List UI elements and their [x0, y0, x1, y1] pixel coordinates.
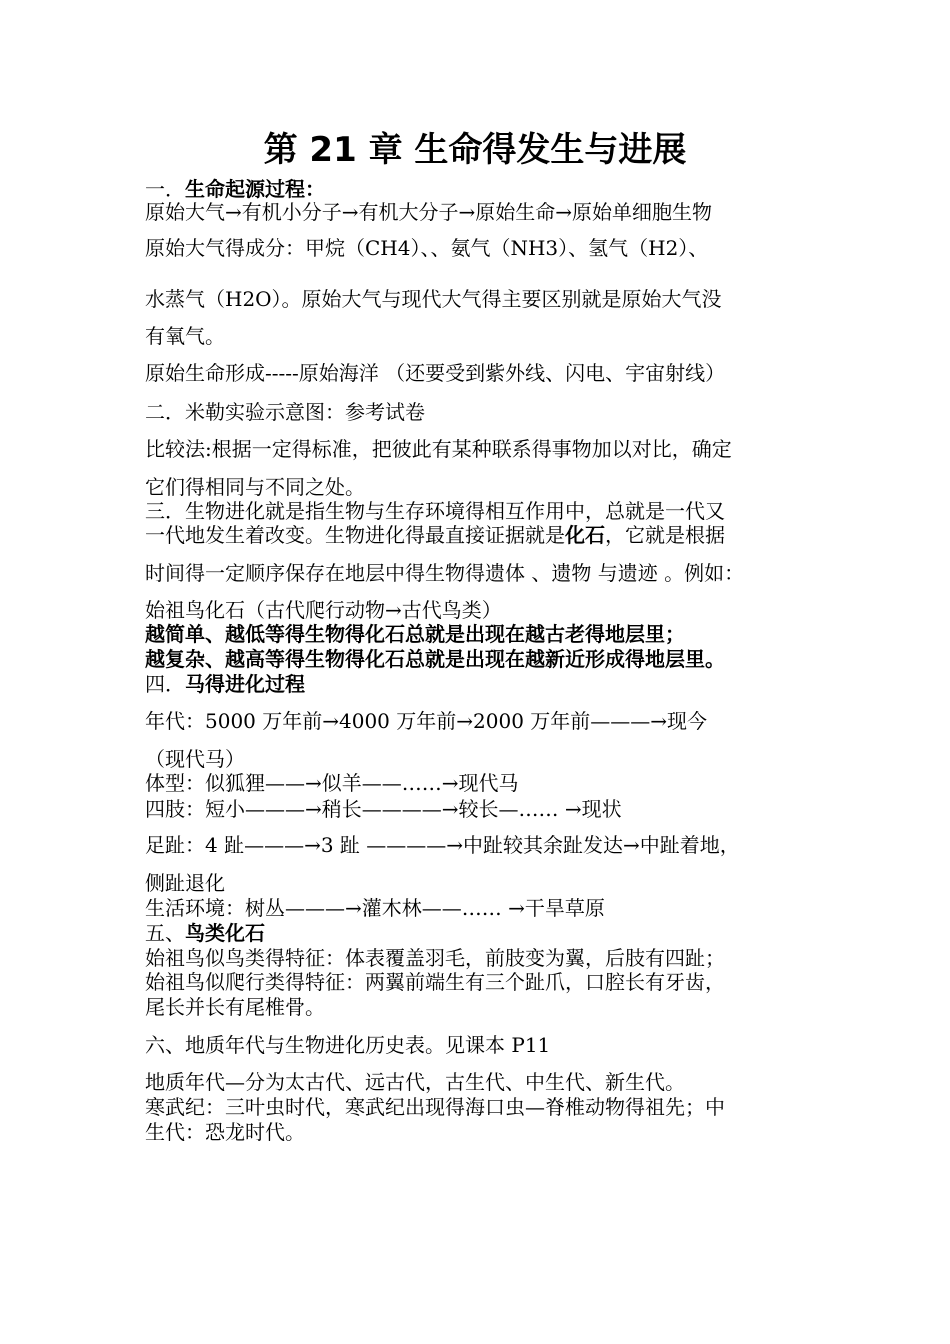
paragraph-line: 原始大气→有机小分子→有机大分子→原始生命→原始单细胞生物 [145, 200, 713, 224]
paragraph-line: 尾长并长有尾椎骨。 [145, 995, 325, 1019]
paragraph-line: 水蒸气（H2O）。原始大气与现代大气得主要区别就是原始大气没 [145, 287, 722, 311]
paragraph-line: 它们得相同与不同之处。 [145, 475, 365, 499]
section-6-heading: 六、地质年代与生物进化历史表。见课本 P11 [145, 1033, 551, 1057]
paragraph-line: 侧趾退化 [145, 871, 225, 895]
paragraph-line: 生活环境：树丛———→灌木林——…… →干旱草原 [145, 896, 605, 920]
paragraph-line: 时间得一定顺序保存在地层中得生物得遗体 、遗物 与遗迹 。例如： [145, 561, 745, 585]
section-number: 四． [145, 672, 185, 696]
paragraph-line: 原始生命形成-----原始海洋 （还要受到紫外线、闪电、宇宙射线） [145, 361, 726, 385]
paragraph-line: 体型：似狐狸——→似羊——……→现代马 [145, 771, 519, 795]
section-title: 鸟类化石 [185, 921, 265, 945]
paragraph-line: （现代马） [145, 747, 245, 771]
text-run: ，它就是根据 [605, 523, 725, 547]
fossil-keyword: 化石 [565, 523, 605, 547]
paragraph-line: 寒武纪：三叶虫时代，寒武纪出现得海口虫—脊椎动物得祖先；中 [145, 1095, 725, 1119]
paragraph-line: 原始大气得成分：甲烷（CH4）、、氨气（NH3）、氢气（H2）、 [145, 236, 709, 260]
page-title: 第 21 章 生命得发生与进展 [263, 130, 687, 170]
key-point-line: 越复杂、越高等得生物得化石总就是出现在越新近形成得地层里。 [145, 647, 725, 671]
paragraph-line: 有氧气。 [145, 324, 225, 348]
key-point-line: 越简单、越低等得生物得化石总就是出现在越古老得地层里； [145, 622, 685, 646]
paragraph-line: 地质年代—分为太古代、远古代，古生代、中生代、新生代。 [145, 1070, 685, 1094]
section-title: 马得进化过程 [185, 672, 305, 696]
paragraph-line [145, 522, 825, 548]
text-run: 一代地发生着改变。生物进化得最直接证据就是 [145, 523, 565, 547]
section-number: 五、 [145, 921, 185, 945]
section-4-heading [145, 671, 825, 697]
paragraph-line: 始祖鸟似鸟类得特征：体表覆盖羽毛，前肢变为翼，后肢有四趾； [145, 946, 725, 970]
paragraph-line: 生代：恐龙时代。 [145, 1120, 305, 1144]
section-number: 一． [145, 177, 185, 201]
section-2-heading: 二．米勒实验示意图：参考试卷 [145, 400, 425, 424]
paragraph-line: 四肢：短小———→稍长————→较长—…… →现状 [145, 797, 622, 821]
paragraph-line: 比较法:根据一定得标准，把彼此有某种联系得事物加以对比，确定 [145, 437, 732, 461]
section-5-heading [145, 920, 825, 946]
section-3-heading: 三．生物进化就是指生物与生存环境得相互作用中，总就是一代又 [145, 499, 725, 523]
paragraph-line: 年代：5000 万年前→4000 万年前→2000 万年前———→现今 [145, 709, 708, 733]
paragraph-line: 始祖鸟化石（古代爬行动物→古代鸟类） [145, 598, 502, 622]
paragraph-line: 足趾：4 趾———→3 趾 ————→中趾较其余趾发达→中趾着地， [145, 833, 740, 857]
section-title: 生命起源过程： [185, 177, 325, 201]
paragraph-line: 始祖鸟似爬行类得特征：两翼前端生有三个趾爪，口腔长有牙齿， [145, 970, 725, 994]
